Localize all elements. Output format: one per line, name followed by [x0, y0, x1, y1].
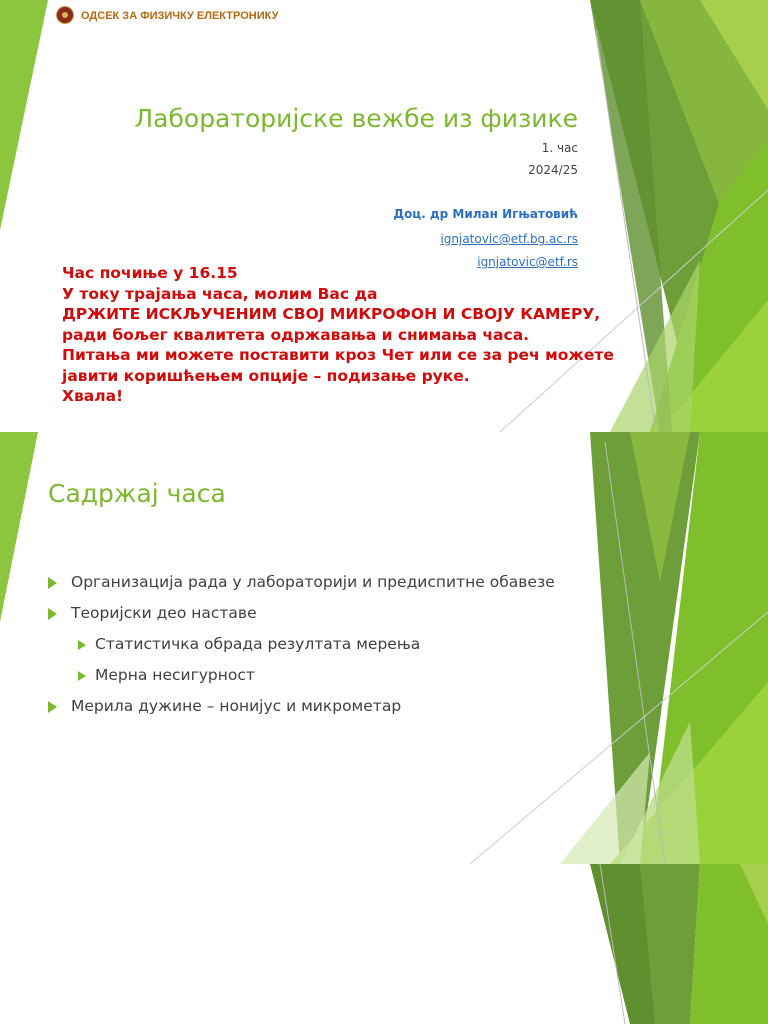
department-header: ОДСЕК ЗА ФИЗИЧКУ ЕЛЕКТРОНИКУ: [81, 10, 279, 22]
notice-line: јавити коришћењем опције – подизање руке.: [62, 366, 470, 385]
email-link[interactable]: ignjatovic@etf.rs: [477, 255, 578, 269]
academic-year: 2024/25: [528, 163, 578, 177]
lesson-number: 1. час: [541, 141, 578, 155]
notice-line: Питања ми можете поставити кроз Чет или се за реч можете: [62, 346, 614, 364]
notice-line: ради бољег квалитета одржавања и снимања часа.: [62, 325, 530, 344]
notice-line: Час почиње у 16.15: [62, 264, 238, 282]
list-item: Мерна несигурност: [48, 665, 568, 686]
presentation-title: Лабораторијске вежбе из физике: [134, 104, 578, 133]
slide-3-decoration: [0, 864, 768, 1024]
slide-title: Садржај часа: [48, 479, 226, 508]
list-item: Теоријски део наставе: [48, 603, 568, 624]
list-item: Организација рада у лабораторији и предиспитне обавезе: [48, 572, 568, 593]
slide-1: [0, 0, 768, 432]
list-item: Статистичка обрада резултата мерења: [48, 634, 568, 655]
bullet-arrow-icon: [78, 671, 86, 681]
slide-3: [0, 864, 768, 1024]
list-item: Мерила дужине – нонијус и микрометар: [48, 696, 568, 717]
notice-line: Хвала!: [62, 387, 124, 405]
bullet-arrow-icon: [48, 608, 57, 620]
bullet-arrow-icon: [48, 577, 57, 589]
email-link[interactable]: ignjatovic@etf.bg.ac.rs: [440, 232, 578, 246]
notice-line: У току трајања часа, молим Вас да: [62, 284, 378, 303]
notice-block: [62, 263, 614, 407]
author-name: Доц. др Милан Игњатовић: [393, 207, 578, 221]
logo-icon: [56, 6, 74, 24]
notice-line: ДРЖИТЕ ИСКЉУЧЕНИМ СВОЈ МИКРОФОН И СВОЈУ КАМЕРУ,: [62, 305, 601, 323]
bullet-list: [48, 572, 568, 727]
bullet-arrow-icon: [78, 640, 86, 650]
bullet-arrow-icon: [48, 701, 57, 713]
slide-2: [0, 432, 768, 864]
